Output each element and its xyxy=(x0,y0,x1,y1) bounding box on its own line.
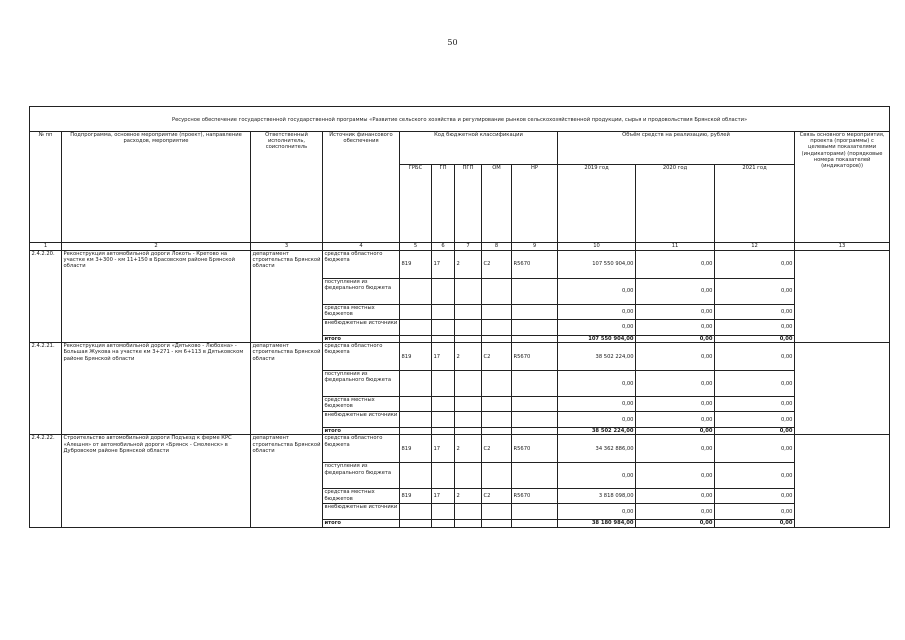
code-grbs: 819 xyxy=(400,251,432,279)
code-pgp xyxy=(455,305,482,320)
amount-2020: 0,00 xyxy=(636,279,715,305)
amount-2019: 34 362 886,00 xyxy=(558,435,636,463)
item-name: Строительство автомобильной дороги Подъезд к ферме КРС «Алешня» от автомобильной дороги «Брянск - Смоленск» в Дубровском районе Брянской области xyxy=(62,435,251,527)
table-row xyxy=(30,435,890,463)
header-link: Связь основного мероприятия, проекта (программы) с целевыми показателями (индикаторами) (порядковые номера показателей (индикаторов)) xyxy=(795,132,890,243)
total-2020: 0,00 xyxy=(636,520,715,527)
code-pgp xyxy=(455,412,482,428)
code-pgp xyxy=(455,520,482,527)
amount-2019: 38 502 224,00 xyxy=(558,343,636,371)
amount-2021: 0,00 xyxy=(715,412,795,428)
funding-source: поступления из федерального бюджета xyxy=(323,463,400,489)
funding-source: средства областного бюджета xyxy=(323,435,400,463)
code-pgp: 2 xyxy=(455,343,482,371)
amount-2019: 0,00 xyxy=(558,279,636,305)
funding-source: поступления из федерального бюджета xyxy=(323,279,400,305)
funding-source: средства местных бюджетов xyxy=(323,397,400,412)
code-om: С2 xyxy=(482,343,512,371)
code-grbs xyxy=(400,428,432,435)
code-om xyxy=(482,428,512,435)
amount-2019: 0,00 xyxy=(558,504,636,520)
code-grbs xyxy=(400,504,432,520)
amount-2021: 0,00 xyxy=(715,371,795,397)
amount-2021: 0,00 xyxy=(715,463,795,489)
amount-2020: 0,00 xyxy=(636,489,715,504)
amount-2021: 0,00 xyxy=(715,343,795,371)
code-pgp xyxy=(455,504,482,520)
amount-2019: 0,00 xyxy=(558,412,636,428)
header-2021: 2021 год xyxy=(715,165,795,243)
amount-2020: 0,00 xyxy=(636,320,715,336)
code-gp xyxy=(432,504,455,520)
code-gp xyxy=(432,336,455,343)
amount-2021: 0,00 xyxy=(715,435,795,463)
title-row xyxy=(30,107,890,132)
amount-2020: 0,00 xyxy=(636,305,715,320)
code-pgp xyxy=(455,428,482,435)
resource-table xyxy=(29,106,890,528)
code-np xyxy=(512,279,558,305)
indicator-link xyxy=(795,343,890,435)
code-pgp xyxy=(455,371,482,397)
code-pgp xyxy=(455,320,482,336)
column-number: 11 xyxy=(636,243,715,251)
amount-2020: 0,00 xyxy=(636,504,715,520)
total-label: итого xyxy=(323,336,400,343)
amount-2020: 0,00 xyxy=(636,371,715,397)
code-np xyxy=(512,504,558,520)
amount-2021: 0,00 xyxy=(715,279,795,305)
column-number: 8 xyxy=(482,243,512,251)
column-number: 12 xyxy=(715,243,795,251)
code-gp xyxy=(432,371,455,397)
item-executor: департамент строительства Брянской области xyxy=(251,343,323,435)
item-executor: департамент строительства Брянской области xyxy=(251,435,323,527)
code-pgp xyxy=(455,463,482,489)
code-om xyxy=(482,371,512,397)
code-np xyxy=(512,428,558,435)
code-grbs xyxy=(400,412,432,428)
header-2019: 2019 год xyxy=(558,165,636,243)
code-grbs xyxy=(400,397,432,412)
column-number-row xyxy=(30,243,890,251)
total-2021: 0,00 xyxy=(715,428,795,435)
header-gp: ГП xyxy=(432,165,455,243)
code-pgp: 2 xyxy=(455,489,482,504)
page-number: 50 xyxy=(447,38,458,47)
funding-source: поступления из федерального бюджета xyxy=(323,371,400,397)
item-number: 2.4.2.22. xyxy=(30,435,62,527)
header-row-top xyxy=(30,132,890,165)
code-pgp xyxy=(455,279,482,305)
funding-source: средства областного бюджета xyxy=(323,343,400,371)
header-source: Источник финансового обеспечения xyxy=(323,132,400,243)
code-np xyxy=(512,463,558,489)
total-label: итого xyxy=(323,520,400,527)
amount-2019: 0,00 xyxy=(558,371,636,397)
header-executor: Ответственный исполнитель, соисполнитель xyxy=(251,132,323,243)
amount-2021: 0,00 xyxy=(715,489,795,504)
code-np: R5670 xyxy=(512,435,558,463)
funding-source: средства местных бюджетов xyxy=(323,489,400,504)
column-number: 3 xyxy=(251,243,323,251)
item-executor: департамент строительства Брянской области xyxy=(251,251,323,343)
amount-2019: 3 818 098,00 xyxy=(558,489,636,504)
table-title: Ресурсное обеспечение государственной государственной программы «Развитие сельского хозяйства и регулирование рынков сельскохозяйственной продукции, сырья и продовольствия Брянской области» xyxy=(30,107,890,132)
table-row xyxy=(30,251,890,279)
code-grbs xyxy=(400,371,432,397)
amount-2020: 0,00 xyxy=(636,343,715,371)
code-np xyxy=(512,320,558,336)
code-np: R5670 xyxy=(512,489,558,504)
header-volume: Объём средств на реализацию, рублей xyxy=(558,132,795,165)
amount-2020: 0,00 xyxy=(636,463,715,489)
code-pgp: 2 xyxy=(455,251,482,279)
code-grbs: 819 xyxy=(400,343,432,371)
code-pgp: 2 xyxy=(455,435,482,463)
indicator-link xyxy=(795,251,890,343)
total-2019: 107 550 904,00 xyxy=(558,336,636,343)
column-number: 6 xyxy=(432,243,455,251)
funding-source: внебюджетные источники xyxy=(323,320,400,336)
amount-2020: 0,00 xyxy=(636,435,715,463)
amount-2021: 0,00 xyxy=(715,397,795,412)
code-gp: 17 xyxy=(432,343,455,371)
code-gp: 17 xyxy=(432,251,455,279)
funding-source: внебюджетные источники xyxy=(323,412,400,428)
code-grbs: 819 xyxy=(400,489,432,504)
indicator-link xyxy=(795,435,890,527)
amount-2020: 0,00 xyxy=(636,397,715,412)
total-2020: 0,00 xyxy=(636,336,715,343)
code-om xyxy=(482,336,512,343)
code-om xyxy=(482,520,512,527)
code-om xyxy=(482,279,512,305)
code-grbs: 819 xyxy=(400,435,432,463)
item-name: Реконструкция автомобильной дороги Локоть - Кретово на участке км 3+300 - км 11+150 в Брасовском районе Брянской области xyxy=(62,251,251,343)
code-gp xyxy=(432,412,455,428)
code-gp xyxy=(432,397,455,412)
column-number: 7 xyxy=(455,243,482,251)
code-grbs xyxy=(400,305,432,320)
header-program: Подпрограмма, основное мероприятие (проект), направление расходов, мероприятие xyxy=(62,132,251,243)
amount-2020: 0,00 xyxy=(636,251,715,279)
total-2020: 0,00 xyxy=(636,428,715,435)
code-gp xyxy=(432,520,455,527)
header-budget-code: Код бюджетной классификации xyxy=(400,132,558,165)
code-om xyxy=(482,463,512,489)
code-np xyxy=(512,305,558,320)
column-number: 9 xyxy=(512,243,558,251)
total-2021: 0,00 xyxy=(715,520,795,527)
total-2019: 38 180 984,00 xyxy=(558,520,636,527)
header-num: № пп xyxy=(30,132,62,243)
item-number: 2.4.2.21. xyxy=(30,343,62,435)
header-grbs: ГРБС xyxy=(400,165,432,243)
code-gp xyxy=(432,279,455,305)
code-om: С2 xyxy=(482,435,512,463)
code-gp xyxy=(432,428,455,435)
amount-2019: 0,00 xyxy=(558,305,636,320)
code-om xyxy=(482,412,512,428)
table-row xyxy=(30,343,890,371)
column-number: 1 xyxy=(30,243,62,251)
code-np: R5670 xyxy=(512,251,558,279)
code-np xyxy=(512,371,558,397)
amount-2019: 107 550 904,00 xyxy=(558,251,636,279)
amount-2021: 0,00 xyxy=(715,251,795,279)
total-label: итого xyxy=(323,428,400,435)
item-number: 2.4.2.20. xyxy=(30,251,62,343)
code-gp xyxy=(432,463,455,489)
header-pgp: ПГП xyxy=(455,165,482,243)
code-pgp xyxy=(455,336,482,343)
code-om xyxy=(482,504,512,520)
code-om xyxy=(482,397,512,412)
column-number: 10 xyxy=(558,243,636,251)
code-gp xyxy=(432,305,455,320)
amount-2019: 0,00 xyxy=(558,320,636,336)
total-2019: 38 502 224,00 xyxy=(558,428,636,435)
code-np xyxy=(512,397,558,412)
code-grbs xyxy=(400,520,432,527)
header-2020: 2020 год xyxy=(636,165,715,243)
column-number: 13 xyxy=(795,243,890,251)
code-grbs xyxy=(400,336,432,343)
code-grbs xyxy=(400,463,432,489)
funding-source: внебюджетные источники xyxy=(323,504,400,520)
code-np xyxy=(512,520,558,527)
header-np: НР xyxy=(512,165,558,243)
column-number: 4 xyxy=(323,243,400,251)
header-om: ОМ xyxy=(482,165,512,243)
amount-2019: 0,00 xyxy=(558,463,636,489)
code-gp xyxy=(432,320,455,336)
item-name: Реконструкция автомобильной дороги «Дятьково - Любохна» - Большая Жукова на участке км 3+271 - км 6+113 в Дятьковском районе Брянской области xyxy=(62,343,251,435)
code-gp: 17 xyxy=(432,435,455,463)
code-om: С2 xyxy=(482,251,512,279)
amount-2021: 0,00 xyxy=(715,320,795,336)
code-np: R5670 xyxy=(512,343,558,371)
code-grbs xyxy=(400,320,432,336)
code-om: С2 xyxy=(482,489,512,504)
amount-2021: 0,00 xyxy=(715,305,795,320)
code-gp: 17 xyxy=(432,489,455,504)
code-om xyxy=(482,305,512,320)
column-number: 5 xyxy=(400,243,432,251)
column-number: 2 xyxy=(62,243,251,251)
code-grbs xyxy=(400,279,432,305)
total-2021: 0,00 xyxy=(715,336,795,343)
amount-2020: 0,00 xyxy=(636,412,715,428)
amount-2021: 0,00 xyxy=(715,504,795,520)
code-np xyxy=(512,412,558,428)
amount-2019: 0,00 xyxy=(558,397,636,412)
code-om xyxy=(482,320,512,336)
code-np xyxy=(512,336,558,343)
funding-source: средства местных бюджетов xyxy=(323,305,400,320)
funding-source: средства областного бюджета xyxy=(323,251,400,279)
code-pgp xyxy=(455,397,482,412)
